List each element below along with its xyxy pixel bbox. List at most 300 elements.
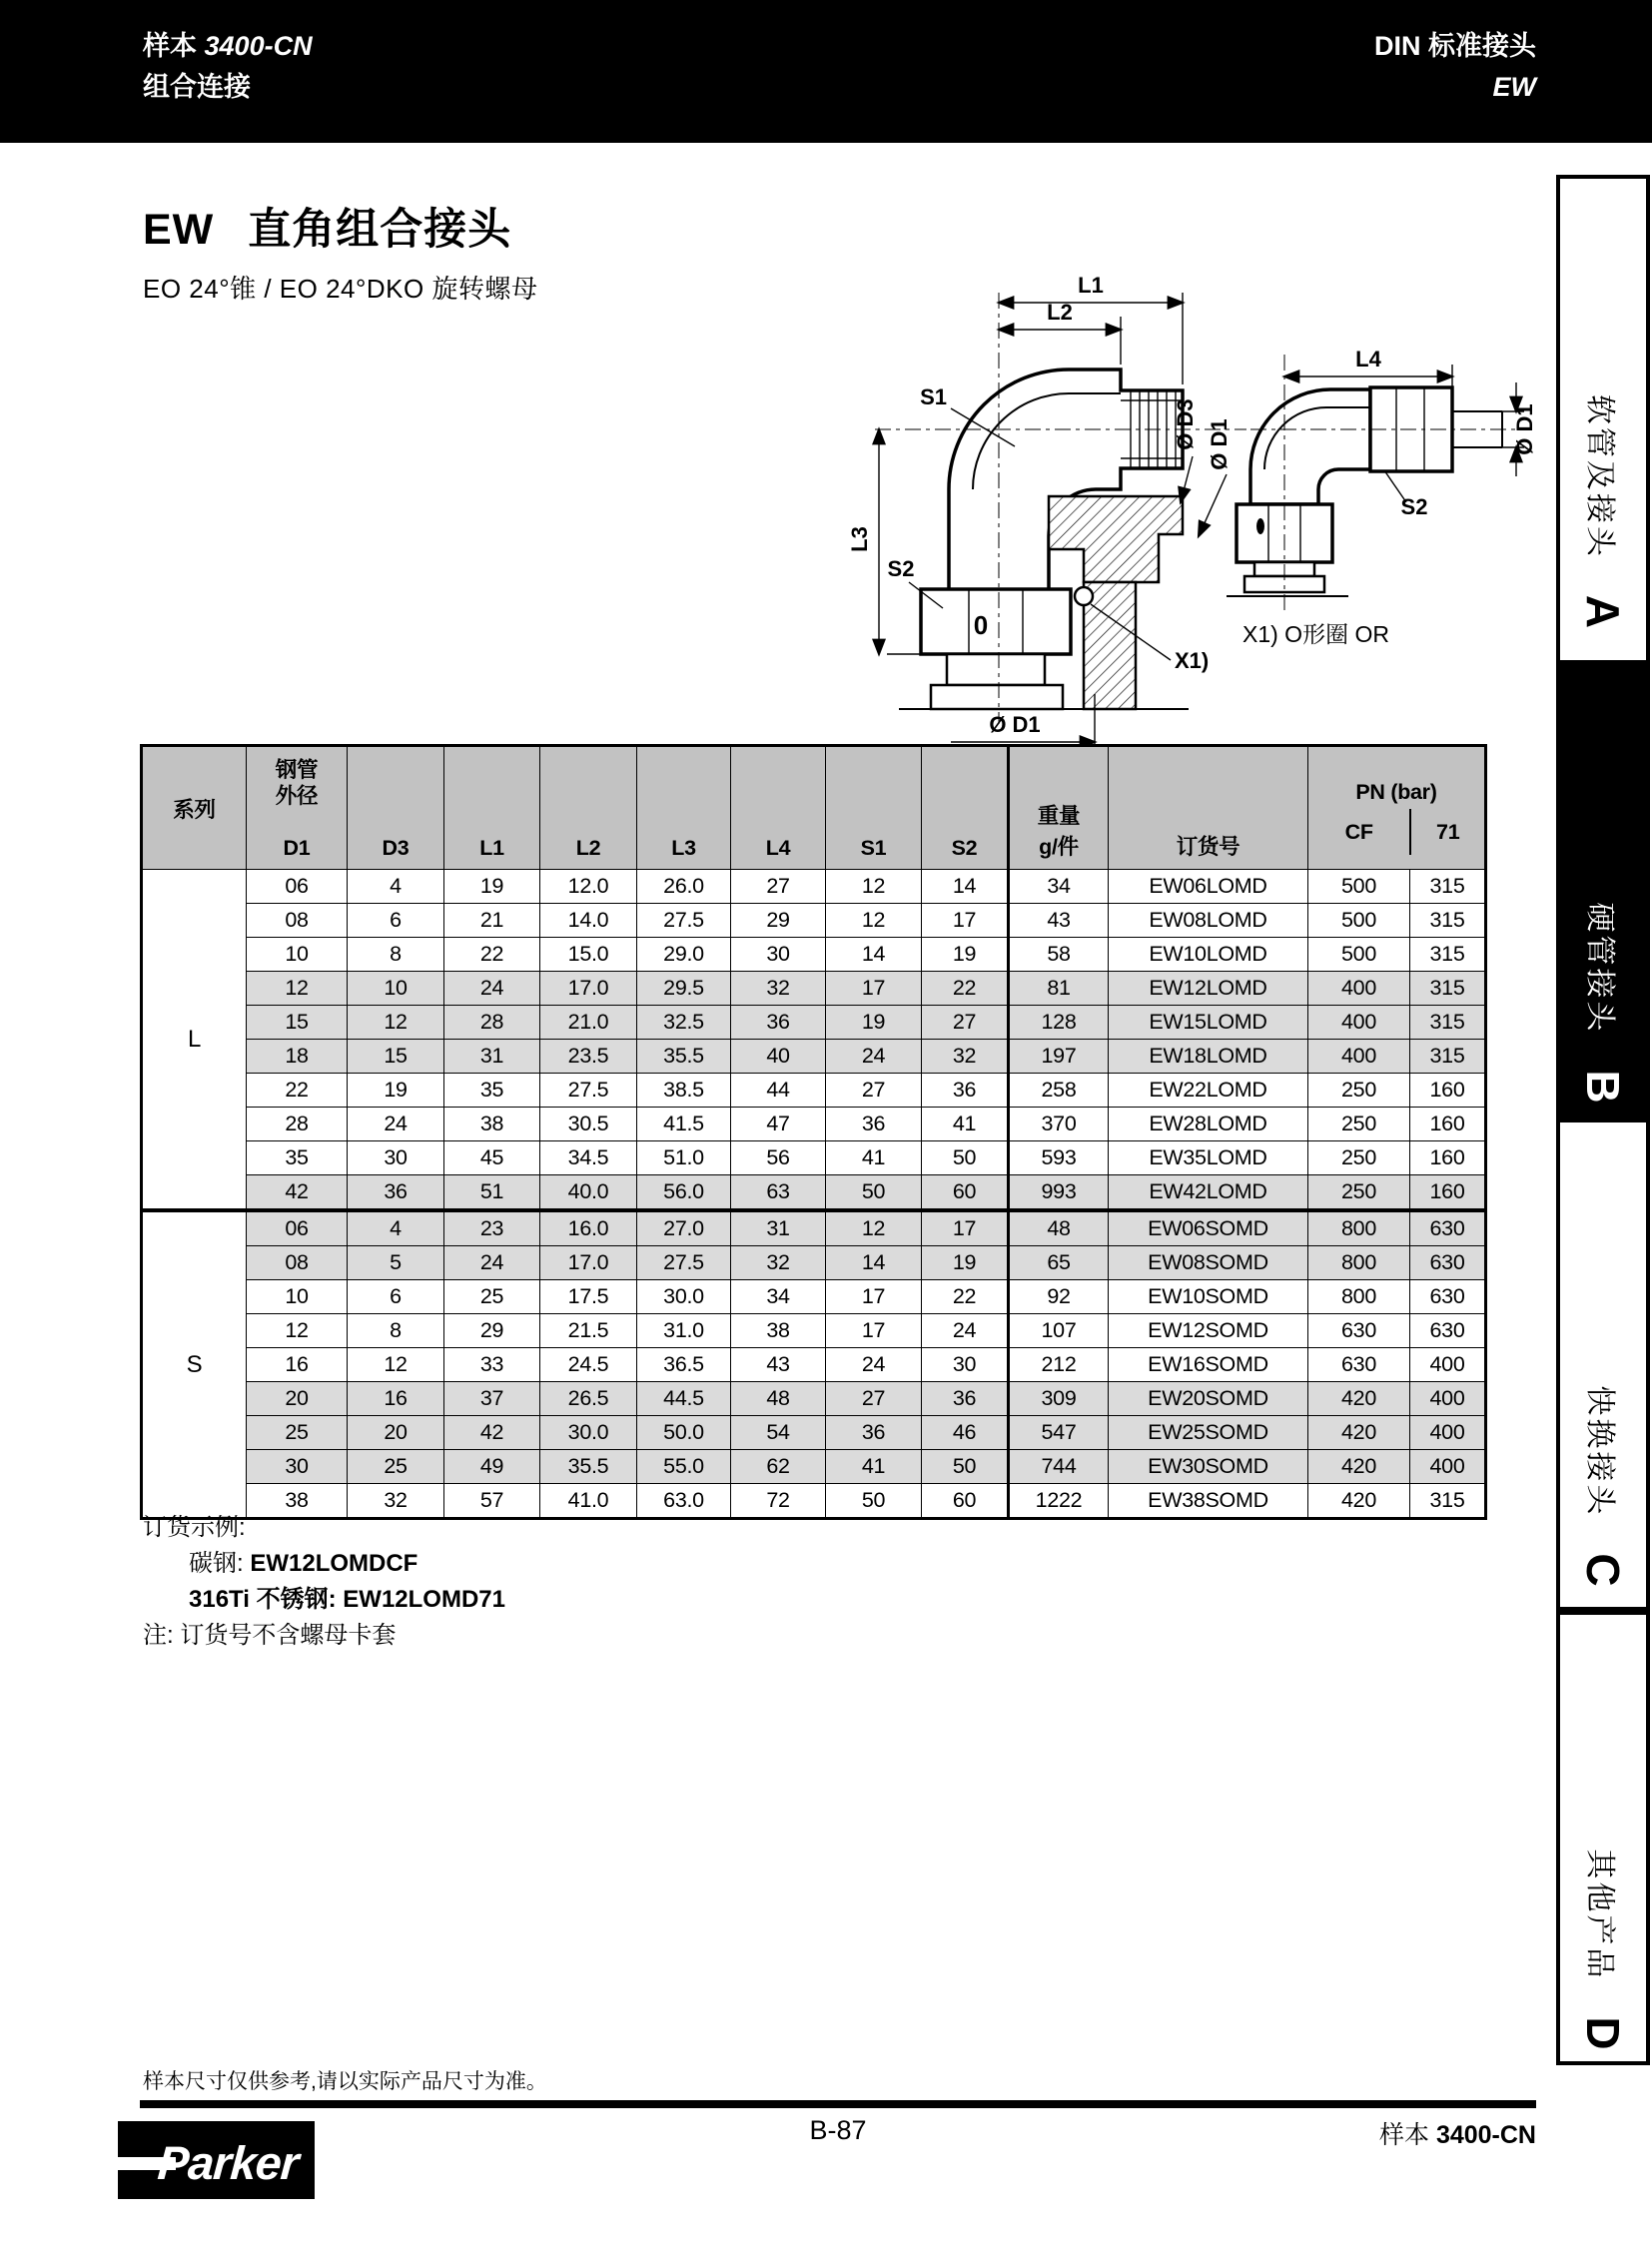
table-cell: 26.5 bbox=[540, 1382, 637, 1416]
table-cell: 400 bbox=[1410, 1450, 1486, 1484]
header-subtitle: 组合连接 bbox=[143, 72, 251, 102]
table-cell: 38.5 bbox=[637, 1074, 731, 1108]
dim-label-s2-side: S2 bbox=[1400, 494, 1428, 519]
sidebar-letter-a: A bbox=[1577, 594, 1629, 628]
header-pn bbox=[1308, 746, 1486, 870]
table-cell: 47 bbox=[731, 1108, 826, 1141]
zero-stamp-dot bbox=[1256, 518, 1264, 534]
dim-label-d1-side: Ø D1 bbox=[1512, 403, 1537, 455]
sidebar-section-b[interactable] bbox=[1556, 664, 1650, 1119]
table-cell: 420 bbox=[1308, 1382, 1410, 1416]
table-row bbox=[142, 904, 1486, 938]
table-cell: 400 bbox=[1308, 1040, 1410, 1074]
table-cell: 38 bbox=[444, 1108, 540, 1141]
header-weight bbox=[1009, 746, 1109, 870]
table-cell: 24 bbox=[922, 1314, 1009, 1348]
table-cell: 17.0 bbox=[540, 1246, 637, 1280]
order-number-cell: EW42LOMD bbox=[1109, 1175, 1308, 1211]
table-cell: 49 bbox=[444, 1450, 540, 1484]
dim-label-l4: L4 bbox=[1355, 347, 1381, 372]
table-cell: 30.5 bbox=[540, 1108, 637, 1141]
table-row bbox=[142, 1108, 1486, 1141]
table-cell: 315 bbox=[1410, 870, 1486, 904]
header-d1-label: D1 bbox=[283, 836, 311, 860]
table-row bbox=[142, 1175, 1486, 1211]
table-cell: 22 bbox=[922, 972, 1009, 1006]
table-cell: 400 bbox=[1410, 1416, 1486, 1450]
dimension-table bbox=[140, 744, 1487, 1520]
table-cell: 42 bbox=[444, 1416, 540, 1450]
carbon-steel-label: 碳钢: bbox=[189, 1550, 244, 1577]
table-cell: 309 bbox=[1009, 1382, 1109, 1416]
table-cell: 23 bbox=[444, 1210, 540, 1246]
table-cell: 92 bbox=[1009, 1280, 1109, 1314]
sidebar-section-c[interactable] bbox=[1556, 1119, 1650, 1611]
order-number-cell: EW10SOMD bbox=[1109, 1280, 1308, 1314]
table-cell: 744 bbox=[1009, 1450, 1109, 1484]
table-row bbox=[142, 1416, 1486, 1450]
table-cell: 36 bbox=[922, 1382, 1009, 1416]
table-cell: 107 bbox=[1009, 1314, 1109, 1348]
table-cell: 17 bbox=[826, 972, 922, 1006]
footer-catalog-code: 3400-CN bbox=[1435, 2121, 1536, 2149]
table-cell: 10 bbox=[348, 972, 444, 1006]
table-cell: 34 bbox=[1009, 870, 1109, 904]
table-cell: 31 bbox=[731, 1210, 826, 1246]
table-cell: 630 bbox=[1308, 1348, 1410, 1382]
table-cell: 500 bbox=[1308, 904, 1410, 938]
o-ring bbox=[1075, 587, 1093, 605]
header-weight-1: 重量 bbox=[1037, 804, 1081, 828]
table-cell: 30.0 bbox=[637, 1280, 731, 1314]
table-cell: 250 bbox=[1308, 1141, 1410, 1175]
zero-stamp: 0 bbox=[973, 610, 989, 640]
sidebar-label-d: 其他产品 bbox=[1583, 1849, 1616, 1981]
table-cell: 12 bbox=[348, 1006, 444, 1040]
table-cell: 24 bbox=[444, 972, 540, 1006]
table-cell: 45 bbox=[444, 1141, 540, 1175]
sidebar-letter-d: D bbox=[1577, 2016, 1629, 2050]
footer-disclaimer: 样本尺寸仅供参考,请以实际产品尺寸为准。 bbox=[143, 2070, 547, 2093]
table-row bbox=[142, 1314, 1486, 1348]
table-cell: 48 bbox=[731, 1382, 826, 1416]
table-cell: 30 bbox=[348, 1141, 444, 1175]
order-number-cell: EW06LOMD bbox=[1109, 870, 1308, 904]
table-header bbox=[142, 746, 1486, 870]
header-pipe-od-1: 钢管 bbox=[275, 758, 319, 782]
table-cell: 43 bbox=[731, 1348, 826, 1382]
order-number-cell: EW20SOMD bbox=[1109, 1382, 1308, 1416]
header-pipe-od-2: 外径 bbox=[275, 784, 319, 808]
table-cell: 41 bbox=[826, 1450, 922, 1484]
header-pn-label: PN (bar) bbox=[1355, 780, 1437, 804]
table-cell: 315 bbox=[1410, 1006, 1486, 1040]
header-section-code: EW bbox=[1492, 72, 1536, 102]
table-row bbox=[142, 870, 1486, 904]
header-l4: L4 bbox=[731, 746, 826, 870]
table-cell: 35 bbox=[444, 1074, 540, 1108]
header-right bbox=[1374, 26, 1536, 108]
table-cell: 160 bbox=[1410, 1108, 1486, 1141]
table-body-series-l bbox=[142, 870, 1486, 1211]
order-number-cell: EW08SOMD bbox=[1109, 1246, 1308, 1280]
table-cell: 24.5 bbox=[540, 1348, 637, 1382]
header-d3: D3 bbox=[348, 746, 444, 870]
product-code: EW bbox=[143, 206, 215, 254]
table-cell: 4 bbox=[348, 1210, 444, 1246]
table-row bbox=[142, 1348, 1486, 1382]
table-cell: 315 bbox=[1410, 1484, 1486, 1519]
table-cell: 41.5 bbox=[637, 1108, 731, 1141]
dim-label-l3: L3 bbox=[847, 526, 872, 552]
table-cell: 19 bbox=[444, 870, 540, 904]
table-cell: 44.5 bbox=[637, 1382, 731, 1416]
dim-label-d1-bottom: Ø D1 bbox=[989, 712, 1041, 737]
table-cell: 630 bbox=[1410, 1314, 1486, 1348]
header-l3: L3 bbox=[637, 746, 731, 870]
table-cell: 800 bbox=[1308, 1246, 1410, 1280]
table-cell: 21.0 bbox=[540, 1006, 637, 1040]
sidebar-label-c: 快换接头 bbox=[1583, 1385, 1616, 1518]
table-cell: 24 bbox=[348, 1108, 444, 1141]
table-cell: 212 bbox=[1009, 1348, 1109, 1382]
table-cell: 35.5 bbox=[637, 1040, 731, 1074]
catalog-label: 样本 bbox=[143, 31, 197, 61]
table-cell: 36 bbox=[731, 1006, 826, 1040]
table-row bbox=[142, 1382, 1486, 1416]
sidebar-letter-c: C bbox=[1577, 1553, 1629, 1587]
table-cell: 27.5 bbox=[637, 904, 731, 938]
table-cell: 30 bbox=[731, 938, 826, 972]
table-cell: 36.5 bbox=[637, 1348, 731, 1382]
table-cell: 19 bbox=[922, 1246, 1009, 1280]
table-cell: 19 bbox=[826, 1006, 922, 1040]
table-row bbox=[142, 1006, 1486, 1040]
table-cell: 29 bbox=[731, 904, 826, 938]
table-cell: 32 bbox=[731, 1246, 826, 1280]
sidebar-letter-b: B bbox=[1577, 1070, 1629, 1104]
table-cell: 21 bbox=[444, 904, 540, 938]
sidebar-label-b: 硬管接头 bbox=[1583, 902, 1616, 1035]
table-cell: 50 bbox=[922, 1450, 1009, 1484]
table-cell: 128 bbox=[1009, 1006, 1109, 1040]
table-cell: 60 bbox=[922, 1484, 1009, 1519]
table-cell: 34.5 bbox=[540, 1141, 637, 1175]
table-cell: 21.5 bbox=[540, 1314, 637, 1348]
table-cell: 800 bbox=[1308, 1210, 1410, 1246]
ordering-note: 注: 订货号不含螺母卡套 bbox=[143, 1622, 397, 1649]
table-cell: 12.0 bbox=[540, 870, 637, 904]
table-cell: 36 bbox=[348, 1175, 444, 1211]
table-cell: 15 bbox=[348, 1040, 444, 1074]
table-cell: 32.5 bbox=[637, 1006, 731, 1040]
table-cell: 400 bbox=[1308, 1006, 1410, 1040]
table-cell: 65 bbox=[1009, 1246, 1109, 1280]
table-cell: 993 bbox=[1009, 1175, 1109, 1211]
table-cell: 14 bbox=[826, 938, 922, 972]
header-l2: L2 bbox=[540, 746, 637, 870]
table-cell: 56 bbox=[731, 1141, 826, 1175]
table-cell: 31 bbox=[444, 1040, 540, 1074]
table-cell: 29 bbox=[444, 1314, 540, 1348]
table-cell: 24 bbox=[826, 1040, 922, 1074]
table-cell: 12 bbox=[826, 870, 922, 904]
table-cell: 420 bbox=[1308, 1450, 1410, 1484]
table-cell: 50 bbox=[826, 1175, 922, 1211]
header-l1: L1 bbox=[444, 746, 540, 870]
technical-drawing bbox=[579, 205, 1538, 749]
sidebar-section-a[interactable] bbox=[1556, 175, 1650, 664]
table-cell: 28 bbox=[247, 1108, 348, 1141]
table-cell: 33 bbox=[444, 1348, 540, 1382]
table-cell: 54 bbox=[731, 1416, 826, 1450]
table-cell: 23.5 bbox=[540, 1040, 637, 1074]
table-cell: 250 bbox=[1308, 1175, 1410, 1211]
table-row bbox=[142, 1246, 1486, 1280]
table-cell: 14 bbox=[826, 1246, 922, 1280]
title-block bbox=[143, 196, 537, 306]
table-row bbox=[142, 1450, 1486, 1484]
stainless-code: EW12LOMD71 bbox=[343, 1586, 505, 1613]
table-cell: 24 bbox=[826, 1348, 922, 1382]
table-cell: 08 bbox=[247, 1246, 348, 1280]
order-number-cell: EW22LOMD bbox=[1109, 1074, 1308, 1108]
dim-label-l1: L1 bbox=[1078, 273, 1104, 298]
table-cell: 29.5 bbox=[637, 972, 731, 1006]
table-cell: 630 bbox=[1308, 1314, 1410, 1348]
table-cell: 50 bbox=[826, 1484, 922, 1519]
header-d1 bbox=[247, 746, 348, 870]
table-cell: 630 bbox=[1410, 1246, 1486, 1280]
parker-logo-wordmark: Parker bbox=[156, 2136, 301, 2189]
table-cell: 250 bbox=[1308, 1108, 1410, 1141]
header-section-title: DIN 标准接头 bbox=[1374, 31, 1536, 61]
table-cell: 25 bbox=[348, 1450, 444, 1484]
table-cell: 15 bbox=[247, 1006, 348, 1040]
table-row bbox=[142, 938, 1486, 972]
table-cell: 56.0 bbox=[637, 1175, 731, 1211]
table-cell: 160 bbox=[1410, 1175, 1486, 1211]
table-cell: 22 bbox=[922, 1280, 1009, 1314]
table-cell: 38 bbox=[731, 1314, 826, 1348]
table-cell: 41.0 bbox=[540, 1484, 637, 1519]
table-cell: 27 bbox=[826, 1382, 922, 1416]
nut-hex bbox=[921, 589, 1071, 654]
carbon-steel-code: EW12LOMDCF bbox=[250, 1550, 418, 1577]
table-cell: 81 bbox=[1009, 972, 1109, 1006]
dim-label-l2: L2 bbox=[1047, 300, 1073, 325]
table-row bbox=[142, 1280, 1486, 1314]
table-cell: 16.0 bbox=[540, 1210, 637, 1246]
table-cell: 547 bbox=[1009, 1416, 1109, 1450]
drawing-caption: X1) O形圈 OR bbox=[1242, 621, 1389, 647]
table-body-series-s bbox=[142, 1210, 1486, 1519]
dim-label-d1-right: Ø D1 bbox=[1207, 418, 1232, 470]
table-cell: 30 bbox=[247, 1450, 348, 1484]
table-cell: 40 bbox=[731, 1040, 826, 1074]
table-row bbox=[142, 1040, 1486, 1074]
stainless-label: 316Ti 不锈钢: bbox=[189, 1586, 337, 1613]
table-cell: 36 bbox=[826, 1416, 922, 1450]
table-cell: 19 bbox=[922, 938, 1009, 972]
table-cell: 10 bbox=[247, 1280, 348, 1314]
table-cell: 800 bbox=[1308, 1280, 1410, 1314]
flange bbox=[931, 685, 1063, 709]
table-cell: 34 bbox=[731, 1280, 826, 1314]
table-cell: 20 bbox=[247, 1382, 348, 1416]
table-cell: 20 bbox=[348, 1416, 444, 1450]
table-cell: 35.5 bbox=[540, 1450, 637, 1484]
table-row bbox=[142, 972, 1486, 1006]
table-cell: 17 bbox=[922, 1210, 1009, 1246]
order-number-cell: EW12LOMD bbox=[1109, 972, 1308, 1006]
table-cell: 27 bbox=[731, 870, 826, 904]
footer-rule bbox=[140, 2100, 1536, 2108]
table-cell: 315 bbox=[1410, 972, 1486, 1006]
table-cell: 44 bbox=[731, 1074, 826, 1108]
table-cell: 17 bbox=[826, 1280, 922, 1314]
table-cell: 12 bbox=[247, 1314, 348, 1348]
header-left bbox=[143, 26, 313, 108]
table-cell: 258 bbox=[1009, 1074, 1109, 1108]
table-cell: 6 bbox=[348, 1280, 444, 1314]
table-cell: 32 bbox=[348, 1484, 444, 1519]
table-cell: 12 bbox=[348, 1348, 444, 1382]
table-cell: 420 bbox=[1308, 1484, 1410, 1519]
section-hatch-corner bbox=[1049, 496, 1183, 582]
page-number: B-87 bbox=[809, 2115, 867, 2145]
side-view bbox=[1227, 347, 1537, 647]
table-cell: 27.0 bbox=[637, 1210, 731, 1246]
table-cell: 51 bbox=[444, 1175, 540, 1211]
order-number-cell: EW15LOMD bbox=[1109, 1006, 1308, 1040]
ordering-example bbox=[143, 1510, 505, 1654]
table-cell: 41 bbox=[826, 1141, 922, 1175]
dim-label-d3: Ø D3 bbox=[1173, 398, 1198, 450]
series-label: L bbox=[142, 870, 247, 1211]
table-cell: 400 bbox=[1410, 1382, 1486, 1416]
table-cell: 26.0 bbox=[637, 870, 731, 904]
footer-catalog bbox=[140, 2115, 1536, 2151]
table-cell: 62 bbox=[731, 1450, 826, 1484]
table-cell: 4 bbox=[348, 870, 444, 904]
table-cell: 36 bbox=[826, 1108, 922, 1141]
header-weight-2: g/件 bbox=[1039, 835, 1079, 859]
table-row bbox=[142, 1074, 1486, 1108]
table-cell: 63.0 bbox=[637, 1484, 731, 1519]
table-cell: 12 bbox=[826, 904, 922, 938]
table-cell: 28 bbox=[444, 1006, 540, 1040]
table-row bbox=[142, 1141, 1486, 1175]
order-number-cell: EW08LOMD bbox=[1109, 904, 1308, 938]
order-number-cell: EW12SOMD bbox=[1109, 1314, 1308, 1348]
table-cell: 315 bbox=[1410, 1040, 1486, 1074]
table-cell: 35 bbox=[247, 1141, 348, 1175]
table-cell: 31.0 bbox=[637, 1314, 731, 1348]
table-cell: 315 bbox=[1410, 904, 1486, 938]
table-cell: 36 bbox=[922, 1074, 1009, 1108]
table-cell: 27.5 bbox=[540, 1074, 637, 1108]
footer-catalog-label: 样本 bbox=[1378, 2121, 1429, 2149]
table-cell: 24 bbox=[444, 1246, 540, 1280]
table-cell: 60 bbox=[922, 1175, 1009, 1211]
table-cell: 32 bbox=[731, 972, 826, 1006]
dim-label-s1: S1 bbox=[920, 384, 947, 409]
table-cell: 15.0 bbox=[540, 938, 637, 972]
parker-logo bbox=[118, 2121, 315, 2199]
table-cell: 10 bbox=[247, 938, 348, 972]
table-cell: 06 bbox=[247, 870, 348, 904]
table-cell: 41 bbox=[922, 1108, 1009, 1141]
table-cell: 197 bbox=[1009, 1040, 1109, 1074]
order-number-cell: EW25SOMD bbox=[1109, 1416, 1308, 1450]
table-cell: 17.5 bbox=[540, 1280, 637, 1314]
header-cf: CF bbox=[1344, 819, 1373, 844]
table-cell: 593 bbox=[1009, 1141, 1109, 1175]
table-cell: 29.0 bbox=[637, 938, 731, 972]
order-number-cell: EW35LOMD bbox=[1109, 1141, 1308, 1175]
order-number-cell: EW10LOMD bbox=[1109, 938, 1308, 972]
table-cell: 27.5 bbox=[637, 1246, 731, 1280]
order-number-cell: EW18LOMD bbox=[1109, 1040, 1308, 1074]
table-cell: 25 bbox=[247, 1416, 348, 1450]
table-cell: 370 bbox=[1009, 1108, 1109, 1141]
catalog-code: 3400-CN bbox=[204, 31, 313, 61]
table-cell: 630 bbox=[1410, 1210, 1486, 1246]
table-cell: 06 bbox=[247, 1210, 348, 1246]
table-cell: 46 bbox=[922, 1416, 1009, 1450]
table-cell: 400 bbox=[1308, 972, 1410, 1006]
table-cell: 08 bbox=[247, 904, 348, 938]
sidebar-section-d[interactable] bbox=[1556, 1611, 1650, 2065]
table-cell: 32 bbox=[922, 1040, 1009, 1074]
table-cell: 14 bbox=[922, 870, 1009, 904]
callout-x1: X1) bbox=[1175, 648, 1210, 673]
table-cell: 55.0 bbox=[637, 1450, 731, 1484]
table-cell: 17 bbox=[826, 1314, 922, 1348]
table-cell: 58 bbox=[1009, 938, 1109, 972]
table-cell: 43 bbox=[1009, 904, 1109, 938]
table-cell: 16 bbox=[348, 1382, 444, 1416]
table-cell: 5 bbox=[348, 1246, 444, 1280]
table-cell: 19 bbox=[348, 1074, 444, 1108]
table-cell: 51.0 bbox=[637, 1141, 731, 1175]
table-cell: 30 bbox=[922, 1348, 1009, 1382]
table-cell: 63 bbox=[731, 1175, 826, 1211]
page-header-bar bbox=[0, 0, 1652, 143]
table-cell: 400 bbox=[1410, 1348, 1486, 1382]
table-cell: 160 bbox=[1410, 1074, 1486, 1108]
table-cell: 72 bbox=[731, 1484, 826, 1519]
table-cell: 27 bbox=[826, 1074, 922, 1108]
table-cell: 25 bbox=[444, 1280, 540, 1314]
table-cell: 42 bbox=[247, 1175, 348, 1211]
table-cell: 12 bbox=[826, 1210, 922, 1246]
table-cell: 27 bbox=[922, 1006, 1009, 1040]
table-cell: 18 bbox=[247, 1040, 348, 1074]
table-cell: 1222 bbox=[1009, 1484, 1109, 1519]
order-number-cell: EW30SOMD bbox=[1109, 1450, 1308, 1484]
header-s2: S2 bbox=[922, 746, 1009, 870]
table-cell: 12 bbox=[247, 972, 348, 1006]
table-cell: 30.0 bbox=[540, 1416, 637, 1450]
table-cell: 500 bbox=[1308, 938, 1410, 972]
table-cell: 500 bbox=[1308, 870, 1410, 904]
table-cell: 17.0 bbox=[540, 972, 637, 1006]
table-cell: 50 bbox=[922, 1141, 1009, 1175]
table-cell: 17 bbox=[922, 904, 1009, 938]
table-cell: 48 bbox=[1009, 1210, 1109, 1246]
